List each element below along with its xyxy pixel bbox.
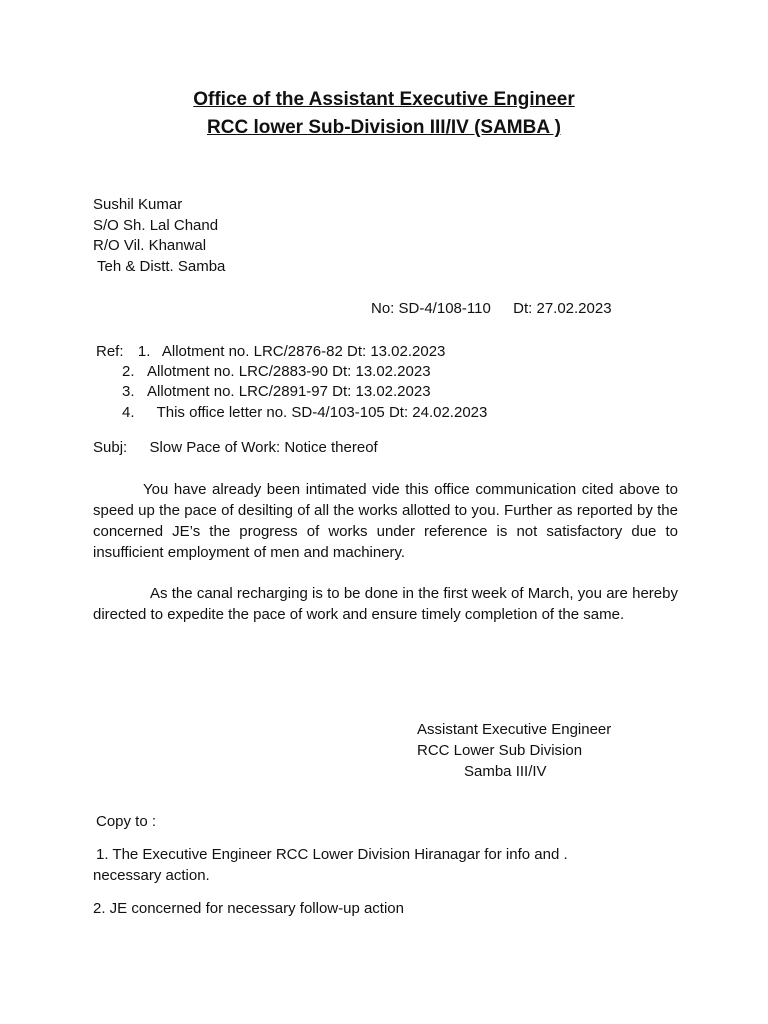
- copy-to-item-1: 1. The Executive Engineer RCC Lower Division Hiranagar for info and .: [96, 846, 568, 863]
- signatory-office: RCC Lower Sub Division: [417, 742, 583, 759]
- reference-number: 3.: [122, 383, 135, 400]
- letter-number-value: No: SD-4/108-110: [371, 300, 491, 317]
- office-title: Office of the Assistant Executive Engineer: [193, 89, 575, 110]
- addressee-name: Sushil Kumar: [93, 196, 183, 213]
- copy-to-label: Copy to :: [96, 813, 157, 830]
- addressee-father: S/O Sh. Lal Chand: [93, 217, 219, 234]
- subject-line: [93, 438, 378, 458]
- reference-text: Allotment no. LRC/2891-97 Dt: 13.02.2023: [147, 383, 431, 400]
- reference-text: Allotment no. LRC/2883-90 Dt: 13.02.2023: [147, 363, 431, 380]
- subject-text: Slow Pace of Work: Notice thereof: [149, 439, 378, 456]
- paragraph-2-text: As the canal recharging is to be done in the first week of March, you are hereby directed to expedite the pace of work and ensure timely completion of the same.: [93, 585, 678, 623]
- reference-label: Ref:: [96, 343, 124, 360]
- copy-to-item-1-continued: necessary action.: [93, 867, 210, 884]
- reference-item: [122, 403, 487, 423]
- reference-item: [96, 342, 445, 362]
- paragraph-1-text: You have already been intimated vide this office communication cited above to speed up the pace of desilting of all the works allotted to you. Further as reported by the concerned JE’s the progress of works under reference is not satisfactory due to insufficient employment of men and machinery.: [93, 481, 678, 561]
- letter-date: Dt: 27.02.2023: [513, 300, 612, 317]
- reference-text: Allotment no. LRC/2876-82 Dt: 13.02.2023: [161, 343, 446, 360]
- reference-text: This office letter no. SD-4/103-105 Dt: 24.02.2023: [156, 404, 488, 421]
- signatory-title: Assistant Executive Engineer: [417, 721, 612, 738]
- body-paragraph: [93, 479, 678, 563]
- addressee-residence: R/O Vil. Khanwal: [93, 237, 207, 254]
- reference-number: 4.: [122, 404, 135, 421]
- reference-item: [122, 382, 431, 402]
- reference-item: [122, 362, 431, 382]
- copy-to-item-2: 2. JE concerned for necessary follow-up action: [93, 900, 404, 917]
- reference-number: 1.: [137, 343, 151, 360]
- signatory-place: Samba III/IV: [464, 763, 547, 780]
- division-title: RCC lower Sub-Division III/IV (SAMBA ): [207, 117, 561, 138]
- addressee-district: Teh & Distt. Samba: [97, 258, 226, 275]
- body-paragraph: [93, 583, 678, 625]
- subject-label: Subj:: [93, 439, 128, 456]
- letter-number: [371, 299, 612, 319]
- reference-number: 2.: [122, 363, 135, 380]
